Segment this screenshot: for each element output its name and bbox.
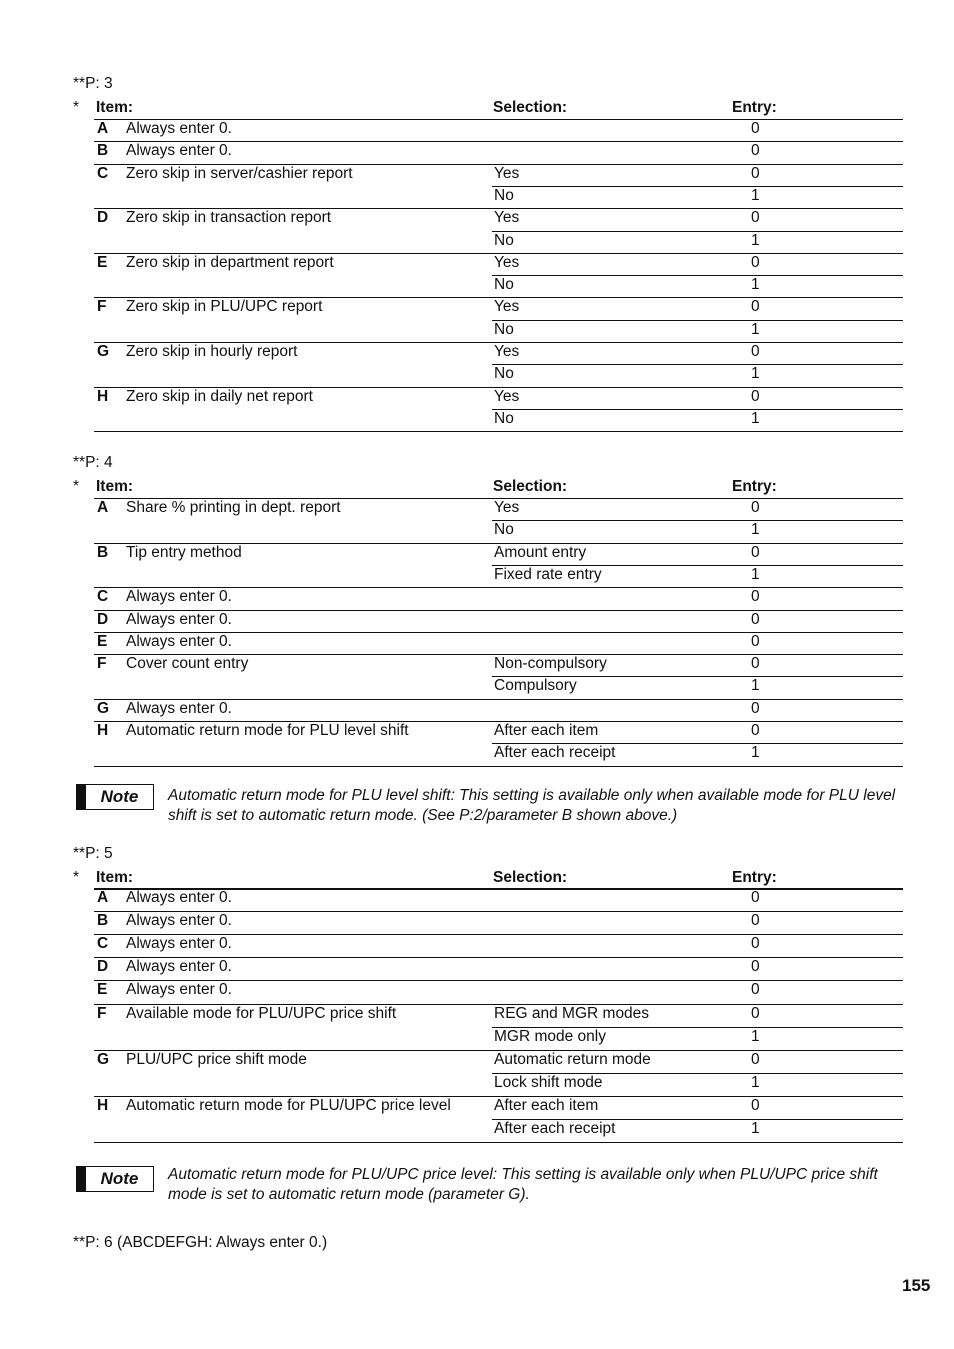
param-item: Always enter 0. bbox=[126, 699, 232, 717]
param-letter: G bbox=[97, 343, 110, 360]
p5-header-entry: Entry: bbox=[732, 869, 777, 886]
param-item: Always enter 0. bbox=[126, 142, 232, 160]
table-row bbox=[0, 957, 954, 979]
p5-header-selection: Selection: bbox=[493, 869, 568, 886]
param-item: Tip entry method bbox=[126, 543, 242, 561]
table-row bbox=[0, 364, 954, 386]
p6-line: **P: 6 (ABCDEFGH: Always enter 0.) bbox=[73, 1234, 328, 1251]
param-entry: 0 bbox=[751, 889, 760, 906]
table-row bbox=[0, 208, 954, 230]
param-selection: No bbox=[494, 521, 514, 539]
param-selection: After each item bbox=[494, 722, 599, 739]
table-row bbox=[0, 980, 954, 1002]
param-selection: Yes bbox=[494, 298, 520, 316]
param-selection: No bbox=[494, 231, 514, 249]
table-row bbox=[0, 1073, 954, 1095]
param-entry: 0 bbox=[751, 164, 760, 182]
p4-header-item: Item: bbox=[96, 478, 134, 495]
table-row bbox=[0, 1004, 954, 1026]
param-entry: 1 bbox=[751, 276, 760, 294]
param-letter: B bbox=[97, 543, 109, 561]
param-selection: Yes bbox=[494, 164, 520, 182]
table-row bbox=[0, 119, 954, 141]
param-entry: 0 bbox=[751, 209, 760, 227]
param-item: PLU/UPC price shift mode bbox=[126, 1050, 307, 1068]
table-row bbox=[0, 699, 954, 721]
param-item: Zero skip in department report bbox=[126, 253, 334, 271]
table-row bbox=[0, 387, 954, 409]
param-entry: 0 bbox=[751, 120, 760, 137]
param-item: Available mode for PLU/UPC price shift bbox=[126, 1004, 397, 1022]
param-entry: 0 bbox=[751, 722, 760, 739]
p5-note-badge: Note bbox=[76, 1166, 154, 1192]
param-entry: 1 bbox=[751, 320, 760, 338]
table-row bbox=[0, 141, 954, 163]
param-selection: Non-compulsory bbox=[494, 655, 607, 673]
param-selection: Amount entry bbox=[494, 543, 587, 561]
p3-header-item: Item: bbox=[96, 99, 134, 116]
p5-title: **P: 5 bbox=[73, 845, 113, 862]
param-entry: 1 bbox=[751, 565, 760, 583]
param-item: Automatic return mode for PLU level shift bbox=[126, 722, 409, 739]
param-letter: A bbox=[97, 499, 109, 516]
row-divider bbox=[94, 1142, 903, 1143]
param-entry: 1 bbox=[751, 677, 760, 695]
param-entry: 1 bbox=[751, 521, 760, 539]
param-entry: 0 bbox=[751, 912, 760, 930]
param-item: Zero skip in transaction report bbox=[126, 209, 332, 227]
param-item: Always enter 0. bbox=[126, 588, 232, 606]
param-entry: 0 bbox=[751, 588, 760, 606]
param-item: Always enter 0. bbox=[126, 610, 232, 628]
table-row bbox=[0, 1050, 954, 1072]
p4-header-entry: Entry: bbox=[732, 478, 777, 495]
param-selection: REG and MGR modes bbox=[494, 1004, 650, 1022]
param-letter: D bbox=[97, 610, 109, 628]
table-row bbox=[0, 543, 954, 565]
param-letter: D bbox=[97, 958, 109, 976]
table-row bbox=[0, 911, 954, 933]
table-row bbox=[0, 934, 954, 956]
param-selection: No bbox=[494, 276, 514, 294]
p4-header-star: * bbox=[73, 478, 80, 495]
param-letter: A bbox=[97, 889, 109, 906]
p4-note-badge: Note bbox=[76, 784, 154, 810]
param-entry: 0 bbox=[751, 499, 760, 516]
param-entry: 1 bbox=[751, 365, 760, 383]
param-letter: H bbox=[97, 387, 109, 405]
param-letter: F bbox=[97, 1004, 107, 1022]
param-item: Zero skip in server/cashier report bbox=[126, 164, 353, 182]
param-entry: 0 bbox=[751, 935, 760, 953]
param-letter: B bbox=[97, 142, 109, 160]
param-selection: MGR mode only bbox=[494, 1027, 606, 1045]
p3-header-entry: Entry: bbox=[732, 99, 777, 116]
param-selection: No bbox=[494, 320, 514, 338]
param-letter: F bbox=[97, 298, 107, 316]
row-divider bbox=[94, 766, 903, 767]
param-letter: E bbox=[97, 253, 108, 271]
param-entry: 1 bbox=[751, 744, 760, 762]
row-divider bbox=[94, 431, 903, 432]
param-letter: H bbox=[97, 722, 109, 739]
param-selection: After each receipt bbox=[494, 1120, 616, 1137]
param-selection: After each receipt bbox=[494, 744, 616, 762]
table-row bbox=[0, 253, 954, 275]
param-entry: 0 bbox=[751, 981, 760, 999]
param-selection: No bbox=[494, 409, 514, 427]
table-row bbox=[0, 888, 954, 910]
table-row bbox=[0, 164, 954, 186]
p3-title: **P: 3 bbox=[73, 75, 113, 92]
param-selection: No bbox=[494, 186, 514, 204]
param-letter: H bbox=[97, 1096, 109, 1114]
table-row bbox=[0, 498, 954, 520]
param-entry: 0 bbox=[751, 610, 760, 628]
param-entry: 1 bbox=[751, 231, 760, 249]
param-entry: 0 bbox=[751, 958, 760, 976]
table-row bbox=[0, 231, 954, 253]
table-row bbox=[0, 587, 954, 609]
table-row bbox=[0, 342, 954, 364]
param-selection: Lock shift mode bbox=[494, 1073, 603, 1091]
p4-title: **P: 4 bbox=[73, 454, 113, 471]
param-letter: F bbox=[97, 655, 107, 673]
param-letter: C bbox=[97, 588, 109, 606]
p3-header-selection: Selection: bbox=[493, 99, 568, 116]
param-letter: E bbox=[97, 632, 108, 650]
param-item: Always enter 0. bbox=[126, 632, 232, 650]
table-row bbox=[0, 721, 954, 743]
param-selection: After each item bbox=[494, 1096, 599, 1114]
table-row bbox=[0, 186, 954, 208]
table-row bbox=[0, 1027, 954, 1049]
table-row bbox=[0, 565, 954, 587]
param-entry: 0 bbox=[751, 253, 760, 271]
param-letter: E bbox=[97, 981, 108, 999]
param-selection: Yes bbox=[494, 387, 520, 405]
table-row bbox=[0, 610, 954, 632]
p4-note-text: Automatic return mode for PLU level shift: This setting is available only when available mode for PLU level shift is set to automatic return mode. (See P:2/parameter B shown above.) bbox=[168, 787, 896, 824]
param-selection: Yes bbox=[494, 499, 520, 516]
param-item: Cover count entry bbox=[126, 655, 249, 673]
param-letter: A bbox=[97, 120, 109, 137]
param-selection: No bbox=[494, 365, 514, 383]
param-item: Always enter 0. bbox=[126, 912, 232, 930]
param-selection: Yes bbox=[494, 253, 520, 271]
param-letter: D bbox=[97, 209, 109, 227]
p5-note-text: Automatic return mode for PLU/UPC price level: This setting is available only when PLU/UPC price shift mode is set to automatic return mode (parameter G). bbox=[168, 1166, 878, 1203]
table-row bbox=[0, 743, 954, 765]
param-letter: B bbox=[97, 912, 109, 930]
p3-header-star: * bbox=[73, 99, 80, 116]
param-item: Always enter 0. bbox=[126, 958, 232, 976]
page-number: 155 bbox=[902, 1276, 931, 1295]
param-entry: 0 bbox=[751, 1096, 760, 1114]
param-entry: 0 bbox=[751, 1050, 760, 1068]
param-item: Zero skip in daily net report bbox=[126, 387, 313, 405]
param-selection: Yes bbox=[494, 209, 520, 227]
param-item: Zero skip in hourly report bbox=[126, 343, 298, 360]
param-entry: 1 bbox=[751, 1120, 760, 1137]
p4-header-selection: Selection: bbox=[493, 478, 568, 495]
table-row bbox=[0, 654, 954, 676]
table-row bbox=[0, 409, 954, 431]
param-selection: Fixed rate entry bbox=[494, 565, 602, 583]
table-row bbox=[0, 297, 954, 319]
param-entry: 0 bbox=[751, 142, 760, 160]
table-row bbox=[0, 275, 954, 297]
param-entry: 0 bbox=[751, 543, 760, 561]
param-selection: Yes bbox=[494, 343, 520, 360]
param-entry: 0 bbox=[751, 699, 760, 717]
p5-header-star: * bbox=[73, 869, 80, 886]
param-entry: 1 bbox=[751, 1073, 760, 1091]
param-entry: 1 bbox=[751, 186, 760, 204]
table-row bbox=[0, 632, 954, 654]
param-item: Always enter 0. bbox=[126, 981, 232, 999]
param-item: Always enter 0. bbox=[126, 935, 232, 953]
param-selection: Automatic return mode bbox=[494, 1050, 651, 1068]
param-letter: C bbox=[97, 164, 109, 182]
table-row bbox=[0, 1096, 954, 1118]
param-entry: 0 bbox=[751, 655, 760, 673]
param-item: Zero skip in PLU/UPC report bbox=[126, 298, 323, 316]
param-entry: 0 bbox=[751, 298, 760, 316]
table-row bbox=[0, 320, 954, 342]
p5-header-item: Item: bbox=[96, 869, 134, 886]
param-letter: C bbox=[97, 935, 109, 953]
param-entry: 0 bbox=[751, 387, 760, 405]
param-letter: G bbox=[97, 1050, 110, 1068]
table-row bbox=[0, 676, 954, 698]
param-item: Always enter 0. bbox=[126, 889, 232, 906]
param-entry: 0 bbox=[751, 343, 760, 360]
param-entry: 0 bbox=[751, 1004, 760, 1022]
param-selection: Compulsory bbox=[494, 677, 577, 695]
param-item: Always enter 0. bbox=[126, 120, 232, 137]
param-item: Automatic return mode for PLU/UPC price level bbox=[126, 1096, 451, 1114]
param-letter: G bbox=[97, 699, 110, 717]
param-item: Share % printing in dept. report bbox=[126, 499, 341, 516]
table-row bbox=[0, 520, 954, 542]
param-entry: 1 bbox=[751, 1027, 760, 1045]
table-row bbox=[0, 1119, 954, 1141]
param-entry: 1 bbox=[751, 409, 760, 427]
param-entry: 0 bbox=[751, 632, 760, 650]
